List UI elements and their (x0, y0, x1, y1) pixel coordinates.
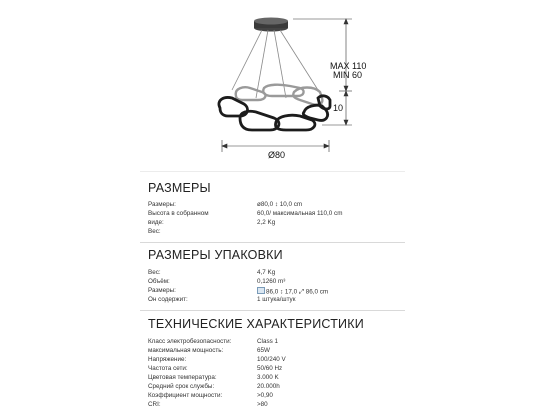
spec-row (148, 374, 408, 382)
spec-value: Class 1 (257, 338, 278, 345)
spec-key: Объём: (148, 278, 170, 285)
spec-key: Размеры: (148, 201, 176, 208)
lamp-ring (219, 85, 330, 130)
spec-row (148, 201, 408, 209)
spec-key: Класс электробезопасности: (148, 338, 232, 345)
package-icon (257, 287, 265, 294)
spec-key: максимальная мощность: (148, 347, 224, 354)
spec-value: ø80,0 ↕ 10,0 cm (257, 201, 303, 208)
spec-key: Частота сети: (148, 365, 188, 372)
spec-value: 20.000h (257, 383, 280, 390)
spec-value: 2,2 Kg (257, 219, 276, 226)
spec-key: Он содержит: (148, 296, 188, 303)
spec-value: 50/60 Hz (257, 365, 283, 372)
min-height-label: MIN 60 (333, 70, 363, 80)
spec-key: Коэффициент мощности: (148, 392, 223, 399)
diameter-label: Ø80 (268, 150, 286, 160)
packaging-section-title: РАЗМЕРЫ УПАКОВКИ (148, 248, 283, 262)
spec-value: 4,7 Kg (257, 269, 276, 276)
spec-row (148, 392, 408, 400)
spec-row (148, 356, 408, 364)
spec-row (148, 287, 408, 295)
spec-key: Средний срок службы: (148, 383, 215, 390)
spec-row (148, 401, 408, 409)
spec-value: 3.000 K (257, 374, 279, 381)
spec-row (148, 210, 408, 218)
spec-key: Напряжение: (148, 356, 187, 363)
spec-value: 86,0 ↕ 17,0 ⤢ 86,0 cm (266, 288, 329, 296)
lamp-height-label: 10 (333, 103, 344, 113)
spec-value: 100/240 V (257, 356, 286, 363)
spec-key: Вес: (148, 228, 161, 235)
spec-value: >0,90 (257, 392, 273, 399)
spec-key: виде: (148, 219, 164, 226)
spec-row (148, 269, 408, 277)
spec-row (148, 347, 408, 355)
spec-row (148, 365, 408, 373)
spec-key: Цветовая температура: (148, 374, 217, 381)
technical-section-title: ТЕХНИЧЕСКИЕ ХАРАКТЕРИСТИКИ (148, 317, 364, 331)
spec-row (148, 383, 408, 391)
lamp-technical-drawing (0, 0, 550, 172)
spec-row (148, 338, 408, 346)
spec-key: Высота в собранном (148, 210, 209, 217)
spec-key: Вес: (148, 269, 161, 276)
spec-value: >80 (257, 401, 268, 408)
dimensions-section-title: РАЗМЕРЫ (148, 181, 211, 195)
section-divider (140, 242, 405, 243)
max-height-label: MAX 110 (330, 61, 367, 71)
spec-value: 65W (257, 347, 270, 354)
spec-row (148, 228, 408, 236)
spec-value: 0,1260 m³ (257, 278, 286, 285)
spec-row (148, 278, 408, 286)
spec-value: 1 штука/штук (257, 296, 296, 303)
spec-row (148, 296, 408, 304)
spec-key: Размеры: (148, 287, 176, 294)
ceiling-canopy (254, 18, 288, 32)
section-divider (140, 310, 405, 311)
spec-key: CRI: (148, 401, 161, 408)
spec-value: 60,0/ максимальная 110,0 cm (257, 210, 343, 217)
spec-row (148, 219, 408, 227)
